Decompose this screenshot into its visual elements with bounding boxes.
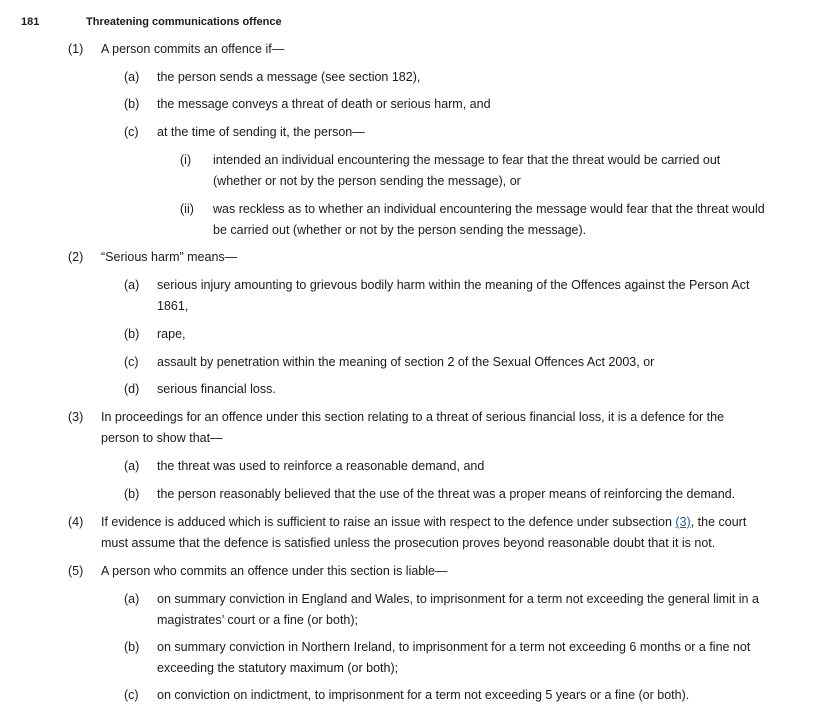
text-line: exceeding the statutory maximum (or both); xyxy=(157,661,399,675)
paragraph-text: the person sends a message (see section 182), xyxy=(157,70,421,84)
text-line: magistrates’ court or a fine (or both); xyxy=(157,613,359,627)
paragraph-label: (c) xyxy=(124,125,139,139)
subsection-label: (2) xyxy=(68,250,84,264)
subsection-3-link[interactable]: (3) xyxy=(675,515,691,529)
paragraph-text xyxy=(157,589,818,631)
paragraph-text: rape, xyxy=(157,327,186,341)
subsection-text: “Serious harm” means— xyxy=(101,250,238,264)
paragraph-label: (b) xyxy=(124,97,140,111)
subparagraph-label: (ii) xyxy=(180,202,194,216)
paragraph-label: (a) xyxy=(124,70,140,84)
text-line: person to show that— xyxy=(101,431,223,445)
subsection-text: A person who commits an offence under this section is liable— xyxy=(101,564,448,578)
text-line: serious injury amounting to grievous bodily harm within the meaning of the Offences against the Person Act xyxy=(157,278,750,292)
paragraph-label: (a) xyxy=(124,459,140,473)
paragraph-text: at the time of sending it, the person— xyxy=(157,125,365,139)
paragraph-label: (b) xyxy=(124,327,140,341)
text-fragment: , the court xyxy=(690,515,747,529)
paragraph-label: (c) xyxy=(124,688,139,702)
paragraph-label: (a) xyxy=(124,592,140,606)
subparagraph-text xyxy=(213,150,818,192)
paragraph-text: the message conveys a threat of death or serious harm, and xyxy=(157,97,491,111)
paragraph-text: the threat was used to reinforce a reasonable demand, and xyxy=(157,459,485,473)
paragraph-label: (c) xyxy=(124,355,139,369)
subsection-text: A person commits an offence if— xyxy=(101,42,285,56)
subsection-text xyxy=(101,407,818,449)
paragraph-text: the person reasonably believed that the use of the threat was a proper means of reinforcing the demand. xyxy=(157,487,736,501)
paragraph-label: (b) xyxy=(124,640,140,654)
paragraph-text xyxy=(157,275,818,317)
subsection-label: (3) xyxy=(68,410,84,424)
subsection-label: (5) xyxy=(68,564,84,578)
text-line: be carried out (whether or not by the person sending the message). xyxy=(213,223,587,237)
subsection-text xyxy=(101,512,818,554)
text-line xyxy=(101,512,818,533)
paragraph-label: (a) xyxy=(124,278,140,292)
subsection-label: (4) xyxy=(68,515,84,529)
text-line: In proceedings for an offence under this section relating to a threat of serious financial loss, it is a defence for the xyxy=(101,410,725,424)
subparagraph-text xyxy=(213,199,818,241)
text-line: 1861, xyxy=(157,299,189,313)
text-line: (whether or not by the person sending the message), or xyxy=(213,174,521,188)
text-fragment: If evidence is adduced which is sufficient to raise an issue with respect to the defence under subsection xyxy=(101,515,676,529)
subparagraph-label: (i) xyxy=(180,153,192,167)
paragraph-label: (d) xyxy=(124,382,140,396)
paragraph-text: assault by penetration within the meaning of section 2 of the Sexual Offences Act 2003, or xyxy=(157,355,655,369)
section-heading xyxy=(0,13,840,31)
paragraph-text: serious financial loss. xyxy=(157,382,276,396)
text-line: on summary conviction in Northern Ireland, to imprisonment for a term not exceeding 6 months or a fine not xyxy=(157,640,751,654)
paragraph-text: on conviction on indictment, to imprisonment for a term not exceeding 5 years or a fine (or both). xyxy=(157,688,690,702)
text-line: on summary conviction in England and Wales, to imprisonment for a term not exceeding the general limit in a xyxy=(157,592,759,606)
subsection-label: (1) xyxy=(68,42,84,56)
paragraph-label: (b) xyxy=(124,487,140,501)
text-line: intended an individual encountering the message to fear that the threat would be carried out xyxy=(213,153,721,167)
section-title: Threatening communications offence xyxy=(86,16,282,28)
paragraph-text xyxy=(157,637,818,679)
text-line: was reckless as to whether an individual encountering the message would fear that the threat would xyxy=(213,202,765,216)
section-number: 181 xyxy=(21,16,40,28)
text-line: must assume that the defence is satisfied unless the prosecution proves beyond reasonable doubt that it is not. xyxy=(101,536,716,550)
